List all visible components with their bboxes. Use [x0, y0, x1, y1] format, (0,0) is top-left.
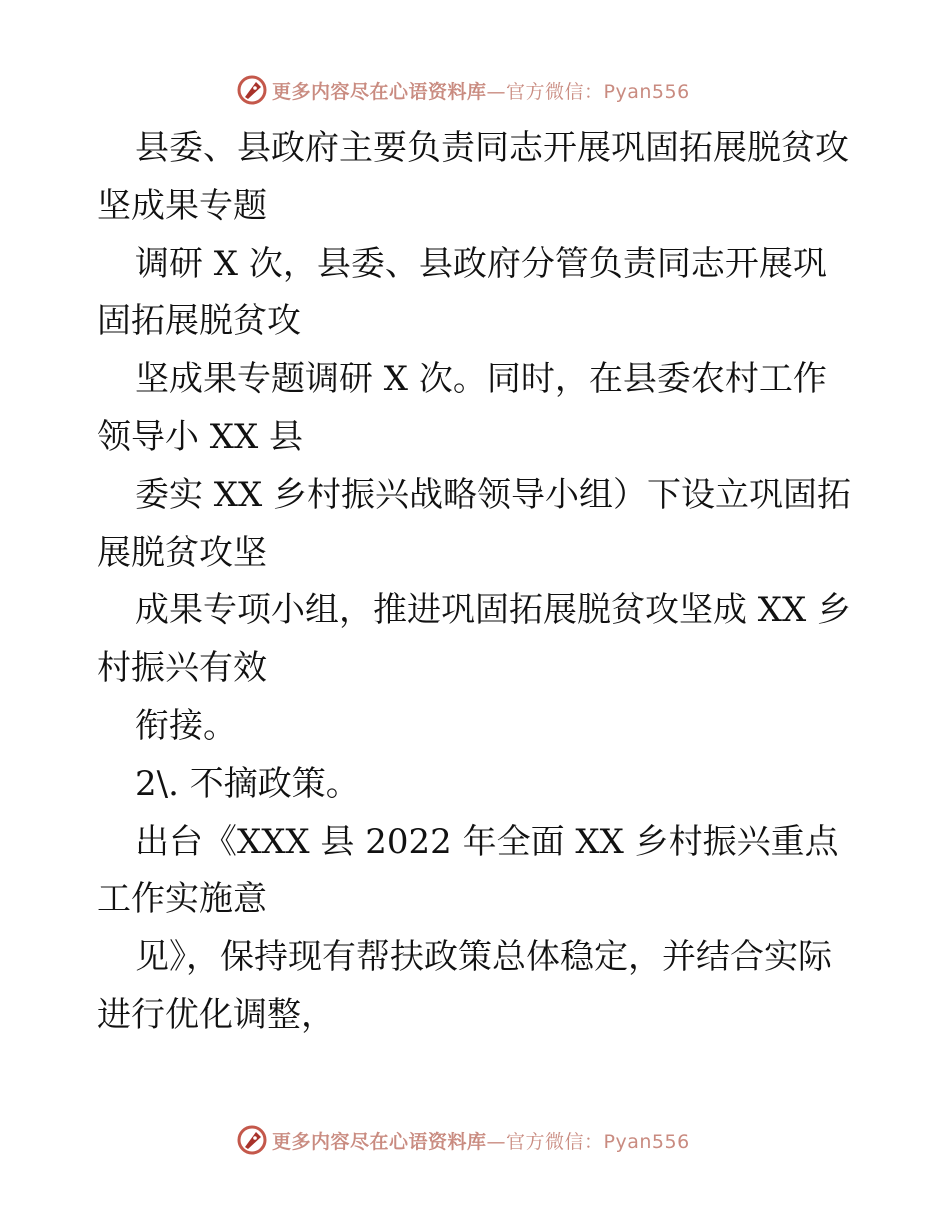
paragraph: 调研 X 次，县委、县政府分管负责同志开展巩固拓展脱贫攻	[97, 243, 827, 342]
paragraph: 见》，保持现有帮扶政策总体稳定，并结合实际进行优化调整，	[97, 937, 832, 1035]
watermark-header	[236, 73, 756, 107]
pen-nib-circle-icon	[236, 74, 268, 106]
paragraph: 成果专项小组，推进巩固拓展脱贫攻坚成 XX 乡村振兴有效	[97, 590, 852, 689]
document-body	[97, 120, 857, 1045]
paragraph: 县委、县政府主要负责同志开展巩固拓展脱贫攻坚成果专题	[97, 128, 849, 226]
pen-nib-circle-icon	[236, 1124, 268, 1156]
watermark-text: 更多内容尽在心语资料库—官方微信：Pyan556	[272, 80, 690, 103]
paragraph: 坚成果专题调研 X 次。同时，在县委农村工作领导小 XX 县	[97, 359, 827, 457]
paragraph: 出台《XXX 县 2022 年全面 XX 乡村振兴重点工作实施意	[97, 821, 839, 920]
watermark-footer	[236, 1123, 756, 1157]
paragraph: 衔接。	[135, 705, 237, 746]
paragraph: 委实 XX 乡村振兴战略领导小组）下设立巩固拓展脱贫攻坚	[97, 474, 852, 573]
paragraph: 2\. 不摘政策。	[135, 763, 360, 804]
watermark-text: 更多内容尽在心语资料库—官方微信：Pyan556	[272, 1130, 690, 1153]
